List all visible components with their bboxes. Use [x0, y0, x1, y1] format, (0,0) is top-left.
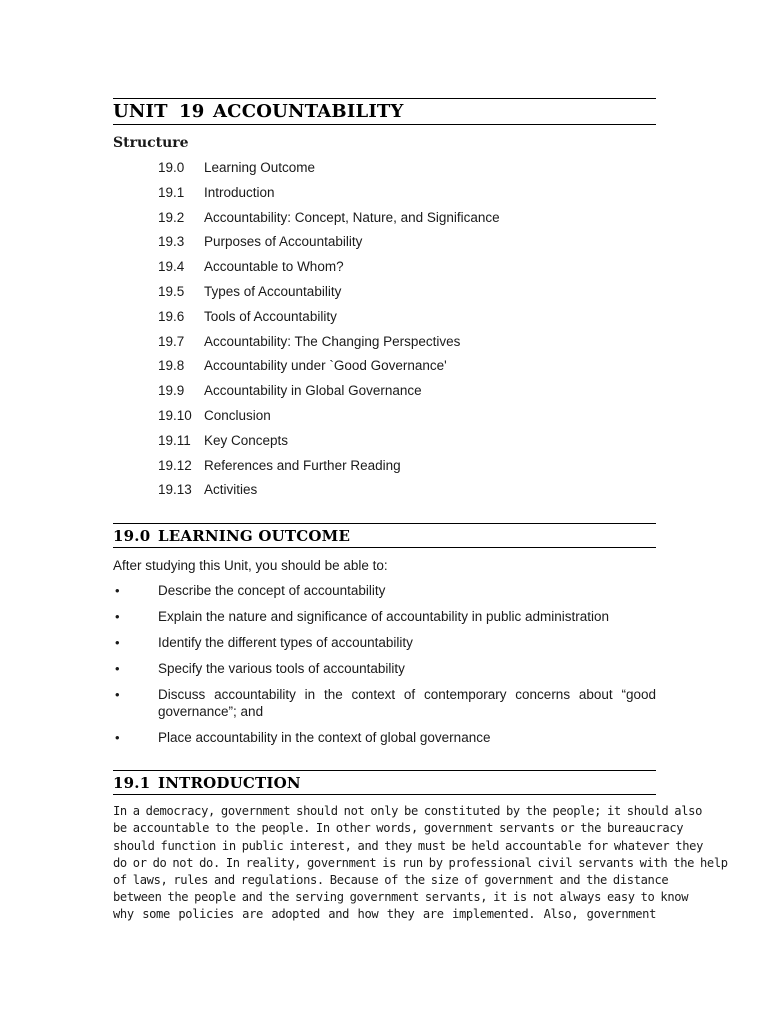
paragraph-line: be accountable to the people. In other words, government servants or the bureaucracy	[113, 821, 684, 836]
bullet-icon: •	[115, 635, 120, 651]
structure-item-text: Accountable to Whom?	[204, 259, 344, 275]
structure-item	[158, 160, 656, 185]
bullet-icon: •	[115, 730, 120, 746]
structure-item-number: 19.13	[158, 482, 192, 498]
structure-item	[158, 383, 656, 408]
paragraph-line: why some policies are adopted and how they are implemented. Also, government	[113, 907, 656, 922]
structure-item	[158, 358, 656, 383]
paragraph-line: In a democracy, government should not only be constituted by the people; it should also	[113, 804, 703, 819]
structure-item-text: Accountability: The Changing Perspectives	[204, 333, 461, 349]
section-heading-learning-outcome	[113, 524, 656, 547]
structure-item-text: Activities	[204, 482, 258, 498]
paragraph-line: of laws, rules and regulations. Because of the size of government and the distance	[113, 872, 669, 887]
unit-label: UNIT	[113, 101, 168, 122]
bullet-item	[113, 686, 656, 720]
bullet-icon: •	[115, 609, 120, 625]
structure-item-number: 19.10	[158, 407, 192, 423]
learning-outcome-intro: After studying this Unit, you should be able to:	[113, 558, 388, 574]
structure-item	[158, 334, 656, 359]
unit-title: ACCOUNTABILITY	[213, 101, 404, 122]
structure-item	[158, 284, 656, 309]
bullet-item	[113, 608, 656, 625]
paragraph-line: between the people and the serving government servants, it is not always easy to know	[113, 890, 689, 905]
unit-heading	[113, 99, 656, 124]
structure-label: Structure	[113, 135, 189, 151]
structure-item-number: 19.8	[158, 358, 185, 374]
structure-item	[158, 309, 656, 334]
section-number: 19.0	[113, 527, 151, 546]
structure-item	[158, 185, 656, 210]
bullet-item	[113, 729, 656, 746]
document-page	[113, 98, 728, 924]
section-title: LEARNING OUTCOME	[158, 527, 351, 546]
structure-item-text: Accountability under `Good Governance'	[204, 358, 447, 374]
structure-list	[158, 160, 656, 507]
structure-item-text: Key Concepts	[204, 432, 289, 448]
structure-item-number: 19.5	[158, 283, 185, 299]
unit-heading-bottom-rule	[113, 124, 656, 125]
bullet-text: Identify the different types of accountability	[158, 635, 413, 651]
structure-item	[158, 408, 656, 433]
structure-item-text: References and Further Reading	[204, 457, 401, 473]
bullet-text: Describe the concept of accountability	[158, 583, 386, 599]
structure-item-number: 19.0	[158, 160, 185, 175]
structure-item-number: 19.2	[158, 209, 185, 225]
bullet-text: Explain the nature and significance of accountability in public administration	[158, 609, 610, 625]
structure-item-number: 19.3	[158, 234, 185, 250]
bullet-text: Specify the various tools of accountability	[158, 661, 405, 677]
bullet-item	[113, 660, 656, 677]
structure-item	[158, 210, 656, 235]
structure-item-number: 19.7	[158, 333, 185, 349]
paragraph-line: do or do not do. In reality, government is run by professional civil servants with the help	[113, 855, 728, 870]
structure-item-number: 19.9	[158, 383, 185, 399]
structure-item-number: 19.11	[158, 432, 191, 448]
bullet-text: Discuss accountability in the context of contemporary concerns about “good governance”; and	[158, 687, 656, 720]
structure-item-text: Accountability in Global Governance	[204, 383, 422, 399]
structure-item-number: 19.6	[158, 308, 185, 324]
structure-item	[158, 433, 656, 458]
structure-item-text: Learning Outcome	[204, 160, 316, 175]
bullet-icon: •	[115, 687, 120, 703]
learning-outcome-list	[113, 582, 656, 746]
bullet-text: Place accountability in the context of global governance	[158, 730, 491, 746]
structure-item	[158, 234, 656, 259]
section-heading-introduction	[113, 771, 656, 794]
structure-item-text: Accountability: Concept, Nature, and Significance	[204, 209, 500, 225]
section-bottom-rule	[113, 547, 656, 548]
introduction-paragraph	[113, 803, 728, 923]
structure-item	[158, 259, 656, 284]
structure-item-text: Conclusion	[204, 407, 271, 423]
paragraph-line: should function in public interest, and they must be held accountable for whatever they	[113, 838, 704, 853]
structure-item-number: 19.1	[158, 184, 185, 200]
structure-item-text: Types of Accountability	[204, 283, 342, 299]
structure-item-number: 19.4	[158, 259, 185, 275]
structure-item-text: Purposes of Accountability	[204, 234, 363, 250]
structure-item	[158, 458, 656, 483]
structure-item-text: Tools of Accountability	[204, 308, 337, 324]
structure-item-text: Introduction	[204, 184, 275, 200]
bullet-icon: •	[115, 583, 120, 599]
section-title: INTRODUCTION	[158, 774, 301, 793]
bullet-item	[113, 582, 656, 599]
structure-item-number: 19.12	[158, 457, 192, 473]
section-number: 19.1	[113, 774, 151, 793]
bullet-icon: •	[115, 661, 120, 677]
unit-number: 19	[179, 101, 205, 122]
section-bottom-rule	[113, 794, 656, 795]
bullet-item	[113, 634, 656, 651]
structure-item	[158, 482, 656, 507]
